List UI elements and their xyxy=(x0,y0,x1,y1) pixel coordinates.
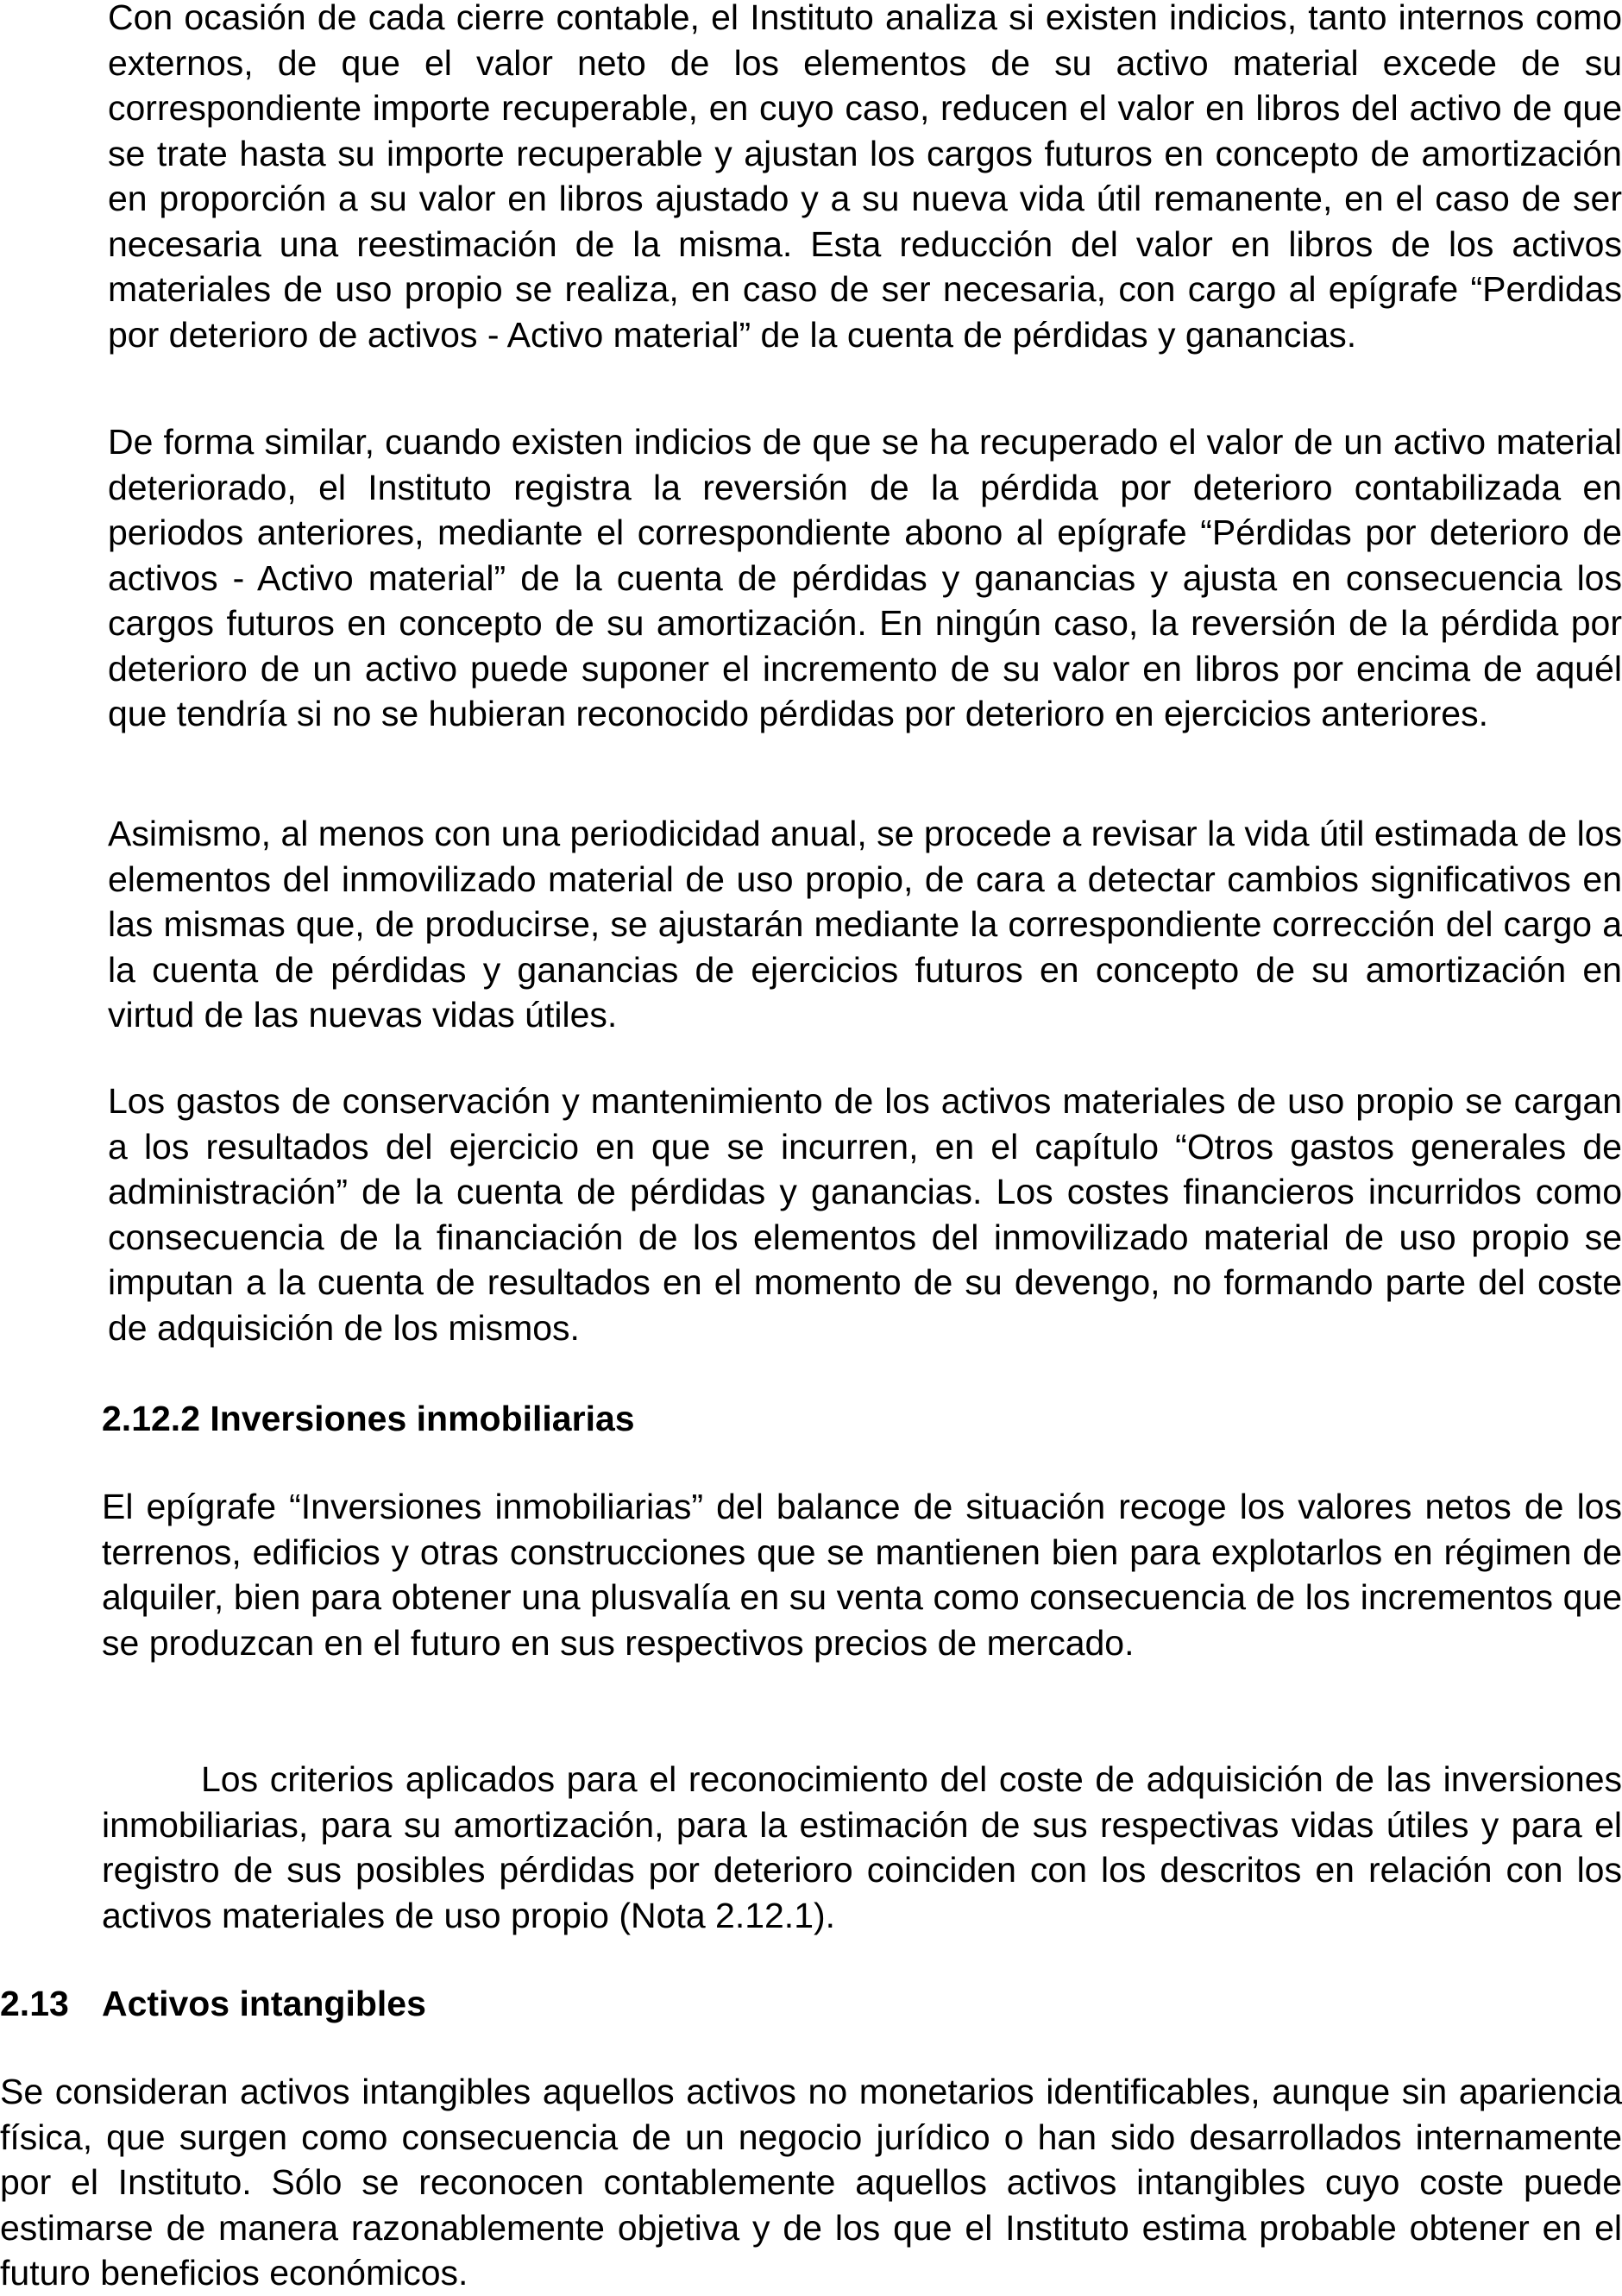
paragraph-impairment-reversal: De forma similar, cuando existen indicios de que se ha recuperado el valor de un activo material deteriorado, el Instituto registra la reversión de la pérdida por deterioro contabilizada en periodos anteriores, mediante el correspondiente abono al epígrafe “Pérdidas por deterioro de activos - Activo material” de la cuenta de pérdidas y ganancias y ajusta en consecuencia los cargos futuros en concepto de su amortización. En ningún caso, la reversión de la pérdida por deterioro de un activo puede suponer el incremento de su valor en libros por encima de aquél que tendría si no se hubieran reconocido pérdidas por deterioro en ejercicios anteriores. xyxy=(108,422,1622,733)
paragraph-investment-property-definition: El epígrafe “Inversiones inmobiliarias” del balance de situación recoge los valores netos de los terrenos, edificios y otras construcciones que se mantienen bien para explotarlos en régimen de alquiler, bien para obtener una plusvalía en su venta como consecuencia de los incrementos que se produzcan en el futuro en sus respectivos precios de mercado. xyxy=(102,1487,1622,1663)
paragraph-intangible-assets-definition: Se consideran activos intangibles aquellos activos no monetarios identificables, aunque sin apariencia física, que surgen como consecuencia de un negocio jurídico o han sido desarrollados internamente por el Instituto. Sólo se reconocen contablemente aquellos activos intangibles cuyo coste puede estimarse de manera razonablemente objetiva y de los que el Instituto estima probable obtener en el futuro beneficios económicos. xyxy=(0,2072,1622,2293)
paragraph-investment-property-criteria-text: Los criterios aplicados para el reconocimiento del coste de adquisición de las inversiones inmobiliarias, para su amortización, para la estimación de sus respectivas vidas útiles y para el registro de sus posibles pérdidas por deterioro coinciden con los descritos en relación con los activos materiales de uso propio (Nota 2.12.1). xyxy=(102,1759,1622,1935)
section-number: 2.13 xyxy=(0,1984,69,2023)
paragraph-maintenance-costs: Los gastos de conservación y mantenimiento de los activos materiales de uso propio se cargan a los resultados del ejercicio en que se incurren, en el capítulo “Otros gastos generales de administración” de la cuenta de pérdidas y ganancias. Los costes financieros incurridos como consecuencia de la financiación de los elementos del inmovilizado material de uso propio se imputan a la cuenta de resultados en el momento de su devengo, no formando parte del coste de adquisición de los mismos. xyxy=(108,1081,1622,1348)
section-heading-2-13 xyxy=(0,1981,426,2026)
paragraph-useful-life-review: Asimismo, al menos con una periodicidad anual, se procede a revisar la vida útil estimada de los elementos del inmovilizado material de uso propio, de cara a detectar cambios significativos en las mismas que, de producirse, se ajustarán mediante la correspondiente corrección del cargo a la cuenta de pérdidas y ganancias de ejercicios futuros en concepto de su amortización en virtud de las nuevas vidas útiles. xyxy=(108,814,1622,1035)
paragraph-investment-property-criteria xyxy=(102,1757,1622,1938)
paragraph-impairment-assessment: Con ocasión de cada cierre contable, el Instituto analiza si existen indicios, tanto internos como externos, de que el valor neto de los elementos de su activo material excede de su correspondiente importe recuperable, en cuyo caso, reducen el valor en libros del activo de que se trate hasta su importe recuperable y ajustan los cargos futuros en concepto de amortización en proporción a su valor en libros ajustado y a su nueva vida útil remanente, en el caso de ser necesaria una reestimación de la misma. Esta reducción del valor en libros de los activos materiales de uso propio se realiza, en caso de ser necesaria, con cargo al epígrafe “Perdidas por deterioro de activos - Activo material” de la cuenta de pérdidas y ganancias. xyxy=(108,0,1622,355)
section-heading-2-12-2: 2.12.2 Inversiones inmobiliarias xyxy=(102,1399,635,1438)
section-title: Activos intangibles xyxy=(102,1984,426,2023)
